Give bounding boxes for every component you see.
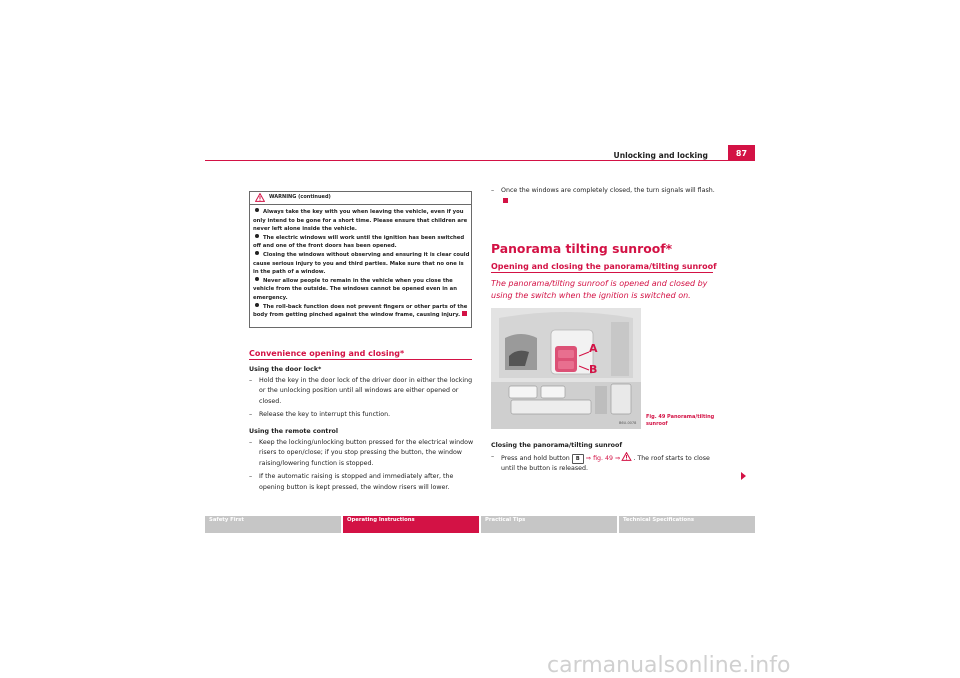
warning-box: [249, 191, 472, 328]
remote-title: Using the remote control: [249, 427, 339, 435]
running-header-title: Unlocking and locking: [613, 151, 708, 160]
warning-triangle-icon[interactable]: [621, 452, 632, 461]
bullet-icon: [255, 208, 259, 212]
figure-caption: Fig. 49 Panorama/tilting sunroof: [646, 414, 715, 427]
next-page-arrow-icon[interactable]: [741, 472, 746, 480]
bullet-icon: [255, 234, 259, 238]
closing-title: Closing the panorama/tilting sunroof: [491, 442, 623, 449]
section-end-icon: [462, 311, 467, 316]
heading-rule: [491, 272, 713, 273]
convenience-body: [249, 365, 474, 494]
bullet-icon: [255, 303, 259, 307]
figure-code: B6U-0078: [619, 421, 637, 425]
sunroof-switch-illustration: [491, 308, 641, 429]
figure-label-a: A: [589, 342, 598, 355]
sunroof-switch-figure: [491, 308, 641, 429]
figure-label-b: B: [589, 363, 598, 376]
button-b-badge: B: [572, 454, 584, 464]
subsection-title-sunroof: Opening and closing the panorama/tilting sunroof: [491, 262, 717, 271]
door-lock-step: – Release the key to interrupt this function.: [249, 410, 474, 421]
warning-item: Never allow people to remain in the vehicle when you close the vehicle from the outside. The windows cannot be opened even in an emergency.: [253, 277, 458, 301]
closing-step: – Press and hold button B ⇒ fig. 49 ⇒ . The roof starts to close until the button is released.: [491, 452, 721, 475]
remote-step: – Keep the locking/unlocking button pressed for the electrical window risers to open/close; if you stop pressing the button, the window raising/lowering function is stopped.: [249, 438, 474, 470]
remote-step: – If the automatic raising is stopped and immediately after, the opening button is kept pressed, the window risers will lower.: [249, 472, 474, 493]
warning-item: Always take the key with you when leaving the vehicle, even if you only intend to be gone for a short time. Please ensure that children are never left alone inside the vehicle.: [253, 209, 468, 233]
warning-triangle-icon: [255, 193, 265, 202]
bullet-icon: [255, 251, 259, 255]
closing-instructions: [491, 441, 721, 475]
warning-item: The electric windows will work until the ignition has been switched off and one of the front doors has been opened.: [253, 234, 465, 250]
warning-item: The roll-back function does not prevent fingers or other parts of the body from getting pinched against the window frame, causing injury.: [253, 303, 468, 319]
tab-safety-first[interactable]: Safety First: [205, 516, 341, 533]
warning-title: WARNING (continued): [269, 194, 331, 200]
intro-text: The panorama/tilting sunroof is opened and closed by using the switch when the ignition is switched on.: [491, 279, 708, 300]
figure-reference-link[interactable]: ⇒ fig. 49 ⇒: [585, 454, 621, 462]
warning-header: [250, 192, 471, 205]
door-lock-step: – Hold the key in the door lock of the driver door in either the locking or the unlocking position until all windows are either opened or closed.: [249, 376, 474, 408]
header-rule: [205, 160, 755, 161]
watermark: carmanualsonline.info: [547, 653, 791, 678]
section-title-sunroof: Panorama tilting sunroof*: [491, 241, 673, 256]
page-number: 87: [728, 145, 755, 161]
final-step: – Once the windows are completely closed, the turn signals will flash.: [491, 186, 721, 207]
section-heading-convenience: Convenience opening and closing*: [249, 349, 405, 358]
tab-practical-tips[interactable]: Practical Tips: [481, 516, 617, 533]
warning-list: [253, 208, 471, 320]
bullet-icon: [255, 277, 259, 281]
tab-technical-specifications[interactable]: Technical Specifications: [619, 516, 755, 533]
door-lock-title: Using the door lock*: [249, 366, 322, 373]
section-end-icon: [503, 198, 508, 203]
tab-operating-instructions[interactable]: Operating Instructions: [343, 516, 479, 533]
heading-rule: [249, 359, 472, 360]
warning-item: Closing the windows without observing and ensuring it is clear could cause serious injury to you and third parties. Make sure that no one is in the path of a window.: [253, 251, 470, 276]
